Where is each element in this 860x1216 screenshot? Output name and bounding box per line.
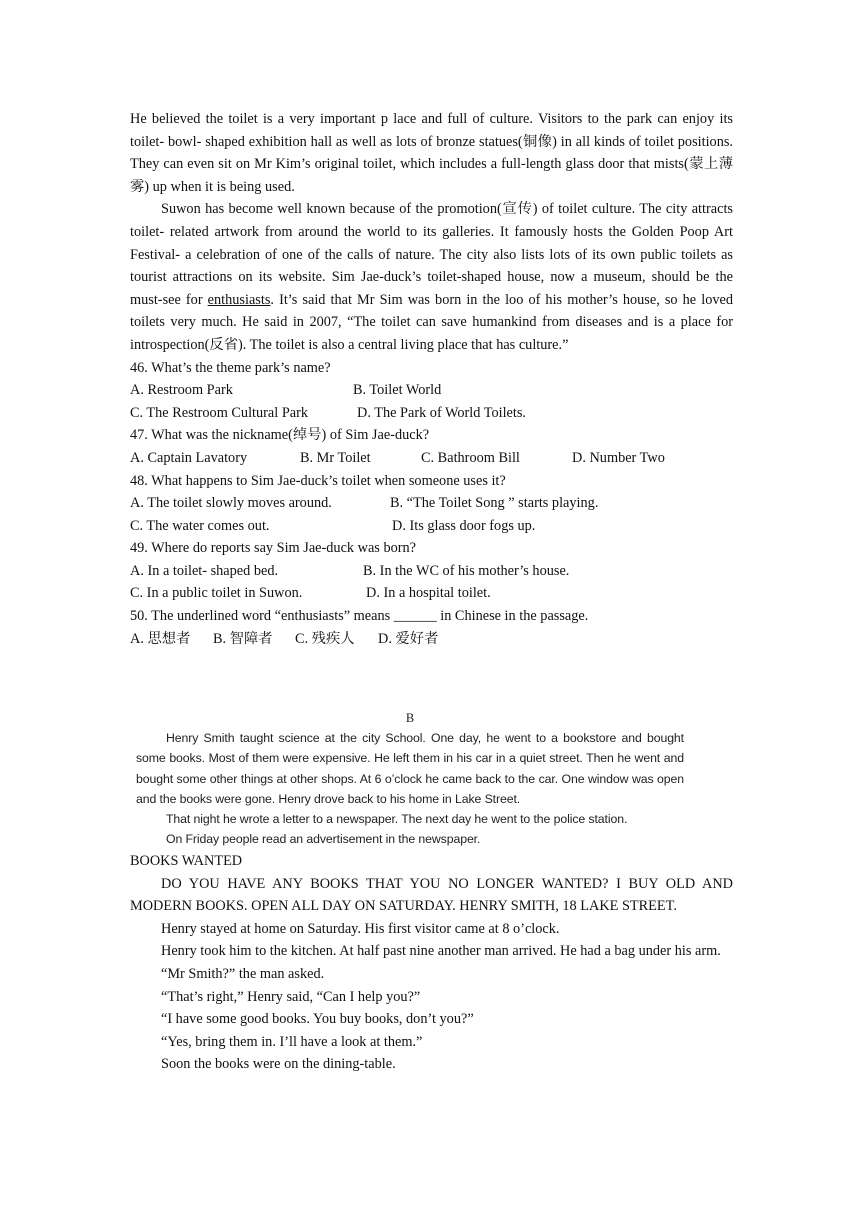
option-b: B. In the WC of his mother’s house. — [363, 562, 570, 579]
option-c: C. Bathroom Bill — [421, 449, 520, 466]
passage-b-paragraph-3: On Friday people read an advertisement in the newspaper. — [166, 832, 481, 847]
section-title: B — [405, 711, 415, 725]
passage-b-paragraph-1: Henry Smith taught science at the city School. One day, he went to a bookstore and bought some books. Most of them were expensive. He left them in his car in a quiet street. Then he went and bought some other things at other shops. At 6 o’clock he came back to the car. One window was open and the books were gone. Henry drove back to his home in Lake Street. — [136, 731, 684, 806]
option-a: A. Restroom Park — [130, 382, 233, 399]
option-d: D. Its glass door fogs up. — [392, 517, 536, 534]
options-row — [130, 402, 733, 425]
story-paragraph: Henry stayed at home on Saturday. His first visitor came at 8 o’clock. — [161, 920, 560, 937]
question-stem: 46. What’s the theme park’s name? — [130, 359, 331, 376]
options-row — [130, 560, 733, 583]
option-b: B. 智障者 — [213, 630, 273, 647]
story-paragraph: “I have some good books. You buy books, don’t you?” — [161, 1011, 474, 1028]
passage-b-continued — [130, 850, 733, 1076]
option-a: A. Captain Lavatory — [130, 449, 248, 466]
options-row — [130, 628, 733, 651]
options-row — [130, 379, 733, 402]
passage-b-scan — [136, 708, 684, 850]
option-b: B. Toilet World — [353, 382, 442, 399]
paragraph-2 — [130, 198, 733, 356]
question-49 — [130, 537, 733, 605]
story-paragraph: “Yes, bring them in. I’ll have a look at them.” — [161, 1033, 423, 1050]
story-paragraph: Henry took him to the kitchen. At half past nine another man arrived. He had a bag under his arm. — [161, 943, 721, 960]
option-c: C. 残疾人 — [295, 630, 355, 647]
passage-a — [130, 108, 733, 650]
option-a: A. In a toilet- shaped bed. — [130, 562, 279, 579]
option-d: D. Number Two — [572, 449, 665, 466]
story-paragraph: Soon the books were on the dining-table. — [161, 1056, 396, 1073]
ad-text: DO YOU HAVE ANY BOOKS THAT YOU NO LONGER WANTED? I BUY OLD AND MODERN BOOKS. OPEN ALL DAY ON SATURDAY. HENRY SMITH, 18 LAKE STREET. — [130, 875, 733, 915]
question-stem: 50. The underlined word “enthusiasts” means ______ in Chinese in the passage. — [130, 608, 589, 625]
paragraph-2-text-before: Suwon has become well known because of the promotion(宣传) of toilet culture. The city attracts toilet- related artwork from around the world to its galleries. It famously hosts the Golden Poop Art Festival- a celebration of one of the calls of nature. The city also lists lots of its own public toilets as tourist attractions on its website. Sim Jae-duck’s toilet-shaped house, now a museum, should be the must-see for — [130, 201, 733, 308]
option-c: C. The Restroom Cultural Park — [130, 404, 309, 421]
story-paragraph: “Mr Smith?” the man asked. — [161, 965, 325, 982]
underlined-word-enthusiasts: enthusiasts — [207, 291, 271, 308]
question-46 — [130, 357, 733, 425]
options-row — [130, 447, 733, 470]
paragraph-1: He believed the toilet is a very important p lace and full of culture. Visitors to the park can enjoy its toilet- bowl- shaped exhibition hall as well as lots of bronze statues(铜像) in all kinds of toilet positions. They can even sit on Mr Kim’s original toilet, which includes a full-length glass door that mists(蒙上薄雾) up when it is being used. — [130, 111, 733, 195]
question-47 — [130, 424, 733, 469]
option-b: B. “The Toilet Song ” starts playing. — [390, 495, 599, 512]
option-a: A. The toilet slowly moves around. — [130, 495, 332, 512]
passage-b-paragraph-2: That night he wrote a letter to a newspaper. The next day he went to the police station. — [166, 812, 628, 827]
paragraph-2-text-after: . It’s said that Mr Sim was born in the loo of his mother’s house, so he loved toilets very much. He said in 2007, “The toilet can save humankind from diseases and is a place for introspection(反省). The toilet is also a central living place that has culture.” — [130, 291, 733, 353]
ad-heading: BOOKS WANTED — [130, 853, 243, 869]
question-stem: 47. What was the nickname(绰号) of Sim Jae-duck? — [130, 427, 430, 444]
option-d: D. The Park of World Toilets. — [357, 404, 526, 421]
options-row — [130, 492, 733, 515]
options-row — [130, 515, 733, 538]
question-stem: 49. Where do reports say Sim Jae-duck was born? — [130, 540, 416, 557]
option-c: C. The water comes out. — [130, 517, 270, 534]
option-c: C. In a public toilet in Suwon. — [130, 585, 303, 602]
question-stem: 48. What happens to Sim Jae-duck’s toilet when someone uses it? — [130, 472, 506, 489]
option-d: D. In a hospital toilet. — [366, 585, 491, 602]
option-a: A. 思想者 — [130, 630, 191, 647]
question-48 — [130, 470, 733, 538]
option-b: B. Mr Toilet — [300, 449, 371, 466]
option-d: D. 爱好者 — [378, 630, 439, 647]
options-row — [130, 582, 733, 605]
story-paragraph: “That’s right,” Henry said, “Can I help you?” — [161, 988, 421, 1005]
question-50 — [130, 605, 733, 650]
